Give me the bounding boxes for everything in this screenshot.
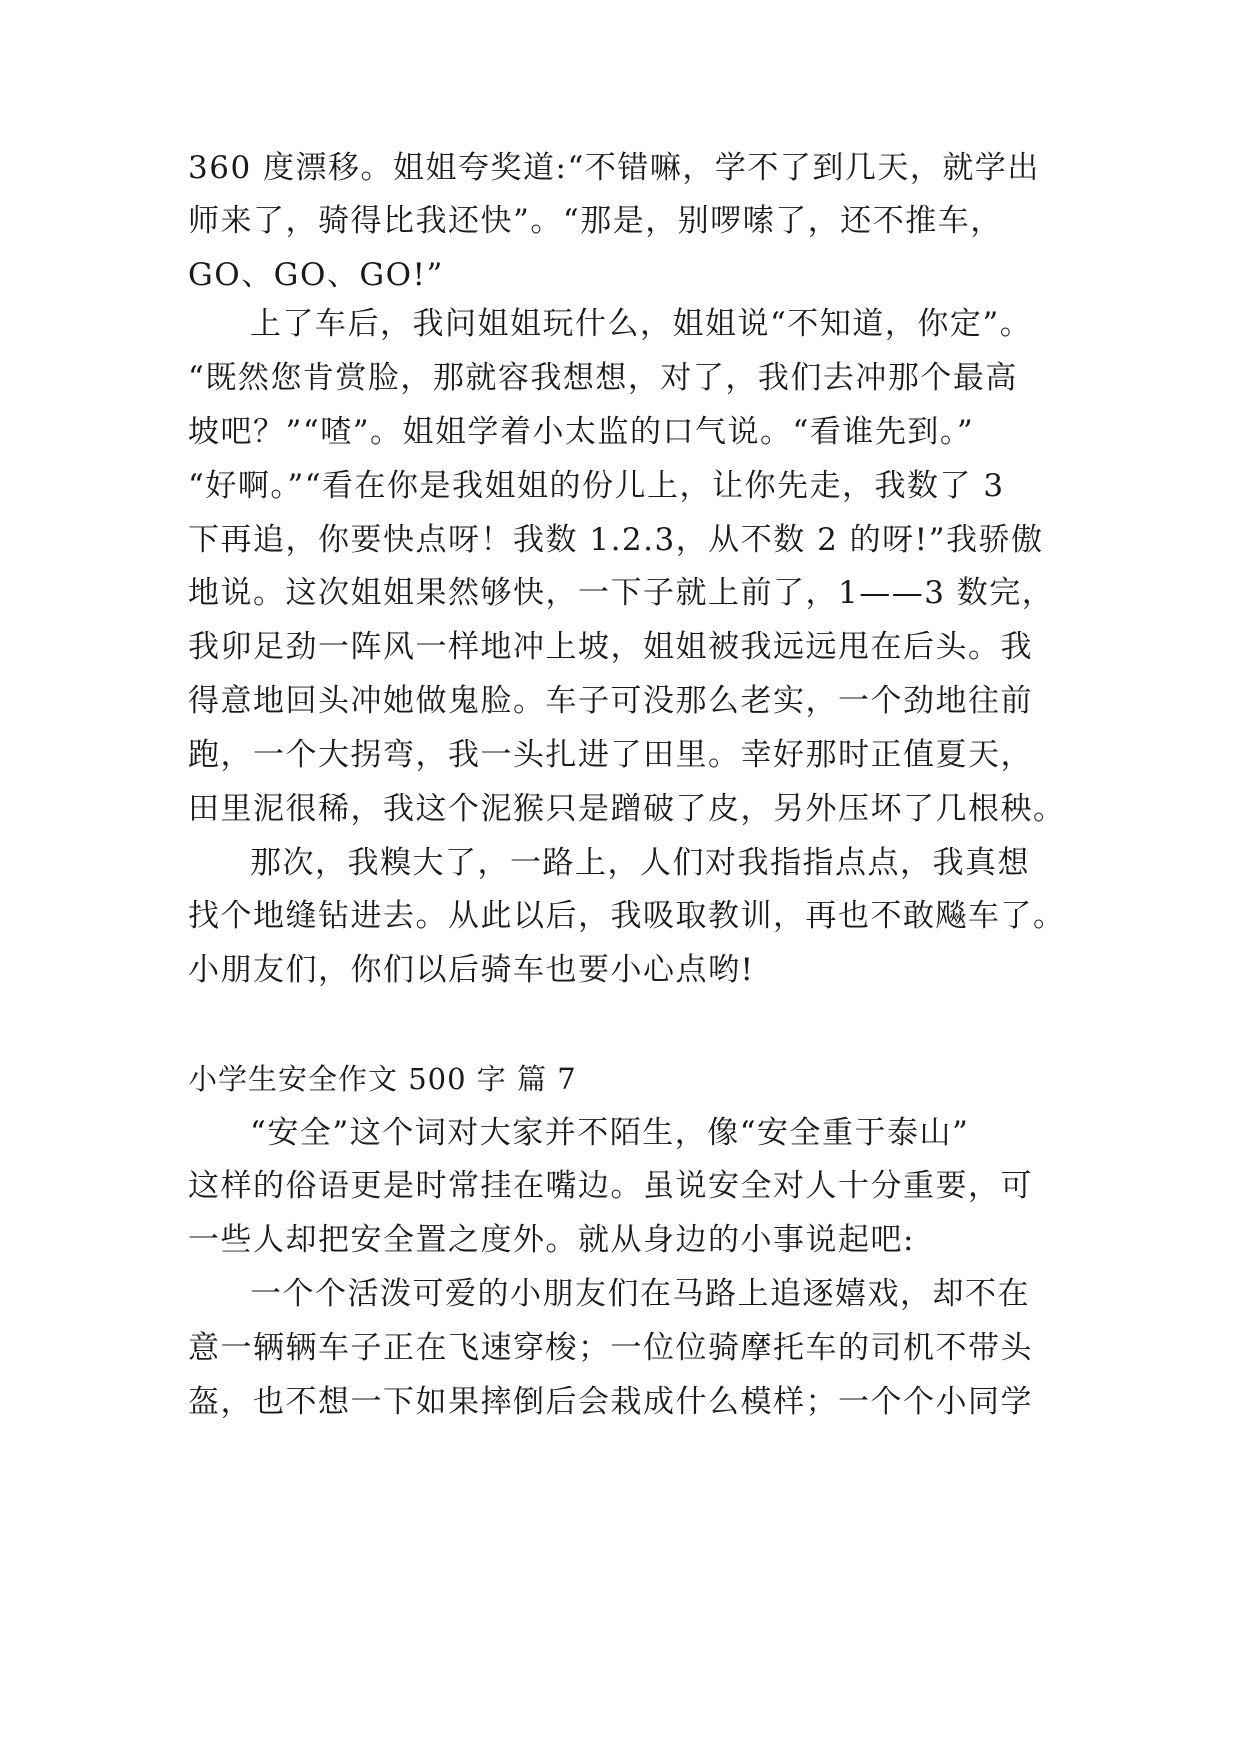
body-text-line: 跑，一个大拐弯，我一头扎进了田里。幸好那时正值夏天， <box>188 737 1033 773</box>
body-text-line: GO、GO、GO!” <box>188 257 444 293</box>
body-text-line: “好啊。”“看在你是我姐姐的份儿上，让你先走，我数了 3 <box>188 468 1005 504</box>
body-text-line: 小朋友们，你们以后骑车也要小心点哟! <box>188 952 755 988</box>
body-text-line: 下再追，你要快点呀！我数 1.2.3，从不数 2 的呀!”我骄傲 <box>188 522 1044 558</box>
body-text-line: 得意地回头冲她做鬼脸。车子可没那么老实，一个劲地往前 <box>188 683 1033 719</box>
section-heading: 小学生安全作文 500 字 篇 7 <box>188 1062 577 1096</box>
body-text-line: 一个个活泼可爱的小朋友们在马路上追逐嬉戏，却不在 <box>250 1276 1030 1312</box>
body-text-line: 找个地缝钻进去。从此以后，我吸取教训，再也不敢飚车了。 <box>188 898 1066 934</box>
body-text-line: 我卯足劲一阵风一样地冲上坡，姐姐被我远远甩在后头。我 <box>188 629 1033 665</box>
body-text-line: 盔，也不想一下如果摔倒后会栽成什么模样；一个个小同学 <box>188 1384 1033 1420</box>
body-text-line: 师来了，骑得比我还快”。“那是，别啰嗦了，还不推车， <box>188 203 1003 239</box>
body-text-line: “安全”这个词对大家并不陌生，像“安全重于泰山” <box>250 1115 970 1151</box>
body-text-line: 意一辆辆车子正在飞速穿梭；一位位骑摩托车的司机不带头 <box>188 1330 1033 1366</box>
body-text-line: 上了车后，我问姐姐玩什么，姐姐说“不知道，你定”。 <box>250 306 1033 342</box>
body-text-line: 田里泥很稀，我这个泥猴只是蹭破了皮，另外压坏了几根秧。 <box>188 791 1066 827</box>
body-text-line: 一些人却把安全置之度外。就从身边的小事说起吧: <box>188 1222 915 1258</box>
body-text-line: 这样的俗语更是时常挂在嘴边。虽说安全对人十分重要，可 <box>188 1168 1033 1204</box>
body-text-line: “既然您肯赏脸，那就容我想想，对了，我们去冲那个最高 <box>188 360 1018 396</box>
body-text-line: 坡吧？”“喳”。姐姐学着小太监的口气说。“看谁先到。” <box>188 414 975 450</box>
body-text-line: 地说。这次姐姐果然够快，一下子就上前了，1——3 数完， <box>188 575 1055 611</box>
body-text-line: 360 度漂移。姐姐夸奖道:“不错嘛，学不了到几天，就学出 <box>188 150 1040 186</box>
body-text-line: 那次，我糗大了，一路上，人们对我指指点点，我真想 <box>250 845 1030 881</box>
